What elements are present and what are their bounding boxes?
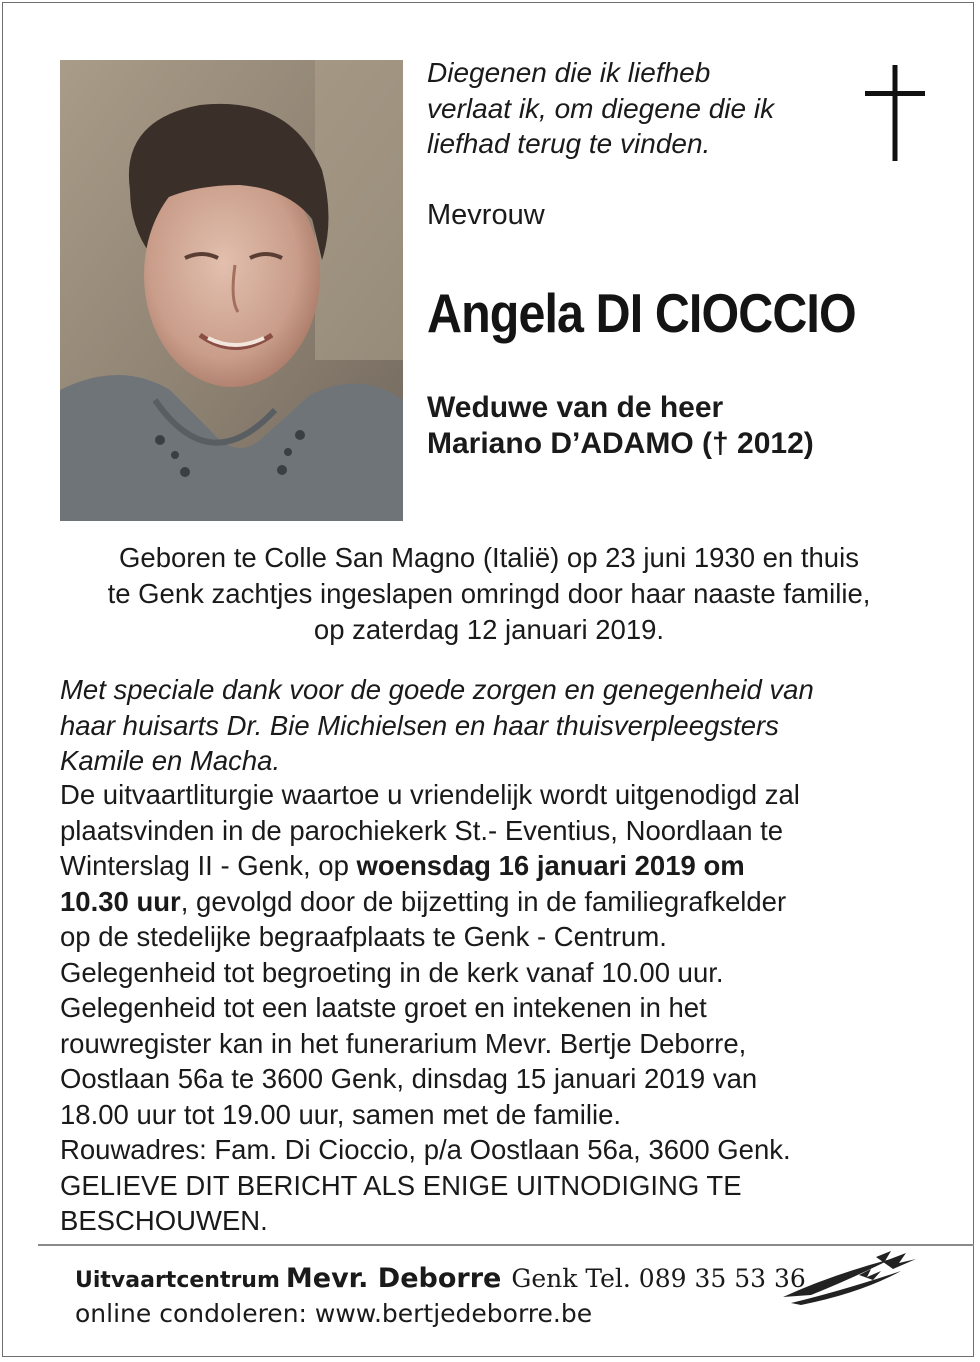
funeral-line-3 — [60, 848, 940, 884]
born-line-3: op zaterdag 12 januari 2019. — [313, 614, 665, 645]
funeral-home-name: Mevr. Deborre — [285, 1263, 502, 1294]
portrait-photo — [60, 60, 403, 521]
birth-death-info — [33, 540, 945, 648]
funeral-line-2: plaatsvinden in de parochiekerk St.- Eventius, Noordlaan te — [60, 814, 784, 846]
mourning-address: Rouwadres: Fam. Di Cioccio, p/a Oostlaan 56a, 3600 Genk. — [60, 1134, 791, 1165]
portrait-image — [60, 60, 403, 521]
notice-line-2: BESCHOUWEN. — [60, 1205, 268, 1236]
funeral-home-city: Genk — [511, 1264, 578, 1293]
funeral-home-line — [75, 1263, 806, 1294]
widow-of — [427, 390, 947, 462]
quote-line-3: liefhad terug te vinden. — [427, 128, 711, 159]
greeting-line: Gelegenheid tot begroeting in de kerk vanaf 10.00 uur. — [60, 956, 724, 988]
obituary-card — [2, 2, 974, 1357]
deceased-name: Angela DI CIOCCIO — [427, 282, 856, 344]
register-line-2: rouwregister kan in het funerarium Mevr. Bertje Deborre, — [60, 1027, 747, 1059]
register-line-4: 18.00 uur tot 19.00 uur, samen met de familie. — [60, 1098, 622, 1130]
notice-line-1: GELIEVE DIT BERICHT ALS ENIGE UITNODIGING TE — [60, 1169, 742, 1201]
register-line-1: Gelegenheid tot een laatste groet en intekenen in het — [60, 992, 707, 1023]
thanks-line-3: Kamile en Macha. — [60, 745, 281, 776]
memorial-quote — [427, 55, 847, 162]
funeral-line-4 — [60, 884, 940, 920]
funeral-date: woensdag 16 januari 2019 om — [356, 850, 745, 881]
thanks-line-2: haar huisarts Dr. Bie Michielsen en haar thuisverpleegsters — [60, 709, 779, 741]
register-line-3: Oostlaan 56a te 3600 Genk, dinsdag 15 januari 2019 van — [60, 1063, 758, 1094]
funeral-line-5: op de stedelijke begraafplaats te Genk - Centrum. — [60, 921, 667, 952]
funeral-line-3-text: Winterslag II - Genk, op — [60, 850, 357, 881]
funeral-center-label: Uitvaartcentrum — [75, 1268, 280, 1293]
thanks-paragraph — [60, 672, 940, 779]
birds-logo-icon — [781, 1247, 921, 1307]
cross-icon — [865, 65, 925, 165]
funeral-line-1: De uitvaartliturgie waartoe u vriendelijk wordt uitgenodigd zal — [60, 779, 800, 810]
born-line-1: Geboren te Colle San Magno (Italië) op 23 juni 1930 en thuis — [119, 542, 859, 573]
funeral-home-phone: Tel. 089 35 53 36 — [585, 1264, 806, 1293]
online-condolence: online condoleren: www.bertjedeborre.be — [75, 1299, 593, 1328]
quote-line-1: Diegenen die ik liefheb — [427, 57, 711, 88]
honorific: Mevrouw — [427, 199, 545, 231]
funeral-line-4-text: , gevolgd door de bijzetting in de familiegrafkelder — [180, 885, 787, 917]
widow-line-2: Mariano D’ADAMO († 2012) — [427, 427, 814, 460]
thanks-line-1: Met speciale dank voor de goede zorgen en genegenheid van — [60, 674, 814, 705]
funeral-details — [60, 777, 940, 1239]
widow-line-1: Weduwe van de heer — [427, 391, 724, 424]
born-line-2: te Genk zachtjes ingeslapen omringd door haar naaste familie, — [107, 578, 871, 609]
funeral-time: 10.30 uur — [60, 885, 181, 917]
footer-divider — [38, 1244, 974, 1246]
quote-line-2: verlaat ik, om diegene die ik — [427, 92, 775, 124]
